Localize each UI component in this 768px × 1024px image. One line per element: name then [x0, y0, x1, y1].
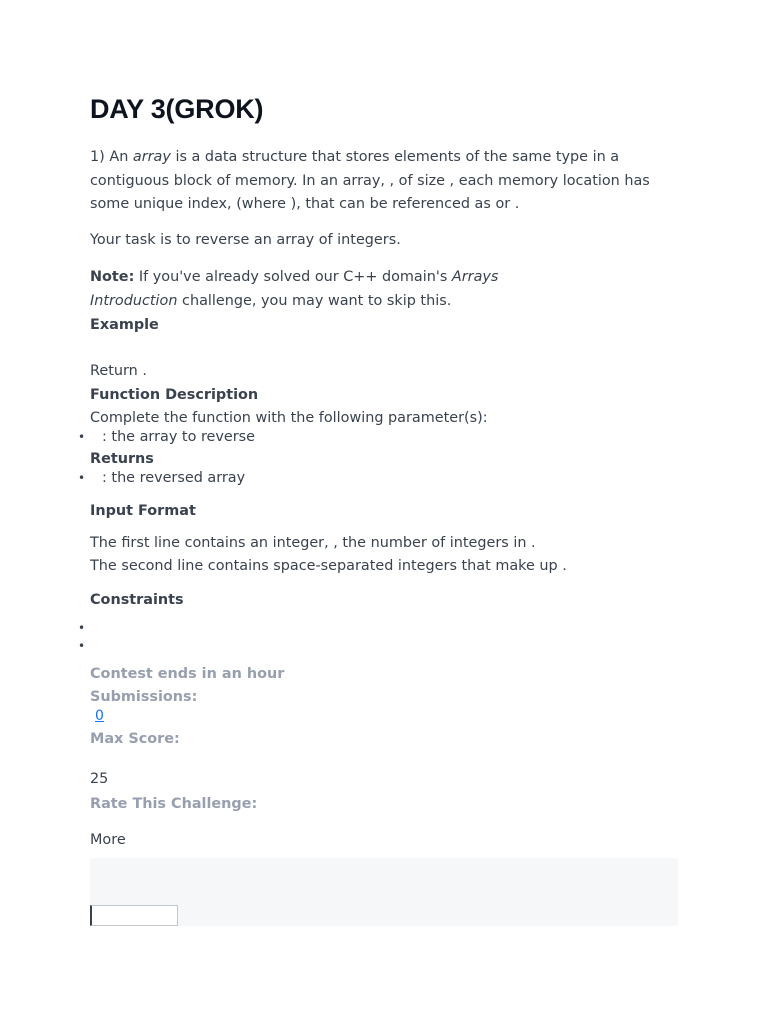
- intro-rest: is a data structure that stores elements of the same type in a contiguous block of memory. In an array, , of size , each memory location has some unique index, (where ), that can be referenced as or .: [90, 149, 650, 212]
- page-title: DAY 3(GROK): [90, 94, 264, 124]
- more-label[interactable]: More: [90, 832, 126, 848]
- note-label: Note:: [90, 269, 135, 285]
- intro-term: array: [132, 149, 171, 165]
- function-description-text: Complete the function with the following parameter(s):: [90, 410, 488, 426]
- submissions-count-link[interactable]: 0: [95, 708, 104, 724]
- language-select[interactable]: [90, 905, 178, 926]
- bullet-icon: •: [78, 430, 86, 444]
- example-text: Return .: [90, 363, 147, 379]
- constraints-heading: Constraints: [90, 592, 184, 608]
- input-format-line2: The second line contains space-separated integers that make up .: [90, 558, 567, 574]
- list-item: [78, 468, 246, 488]
- note-emphasis: Arrays Introduction: [90, 269, 499, 309]
- rate-challenge-label: Rate This Challenge:: [90, 796, 258, 812]
- note-paragraph: [90, 266, 550, 313]
- param-text: : the array to reverse: [102, 429, 256, 445]
- intro-prefix: 1) An: [90, 149, 133, 165]
- intro-paragraph: [90, 146, 660, 217]
- note-text-a: If you've already solved our C++ domain's: [134, 269, 452, 285]
- bullet-icon: •: [78, 621, 86, 635]
- bullet-icon: •: [78, 471, 86, 485]
- submissions-label: Submissions:: [90, 689, 198, 705]
- max-score-value: 25: [90, 771, 109, 787]
- returns-text: : the reversed array: [102, 470, 246, 486]
- function-description-heading: Function Description: [90, 387, 259, 403]
- submissions-link[interactable]: [95, 706, 104, 726]
- editor-panel: [90, 858, 678, 926]
- note-text-b: challenge, you may want to skip this.: [177, 292, 452, 309]
- task-text: Your task is to reverse an array of integers.: [90, 232, 401, 248]
- example-heading: Example: [90, 317, 159, 333]
- list-item: [78, 427, 256, 447]
- bullet-icon: •: [78, 639, 86, 653]
- contest-ends-text: Contest ends in an hour: [90, 666, 285, 682]
- max-score-label: Max Score:: [90, 731, 180, 747]
- input-format-line1: The first line contains an integer, , the number of integers in .: [90, 535, 536, 551]
- returns-heading: Returns: [90, 451, 154, 467]
- input-format-heading: Input Format: [90, 503, 196, 519]
